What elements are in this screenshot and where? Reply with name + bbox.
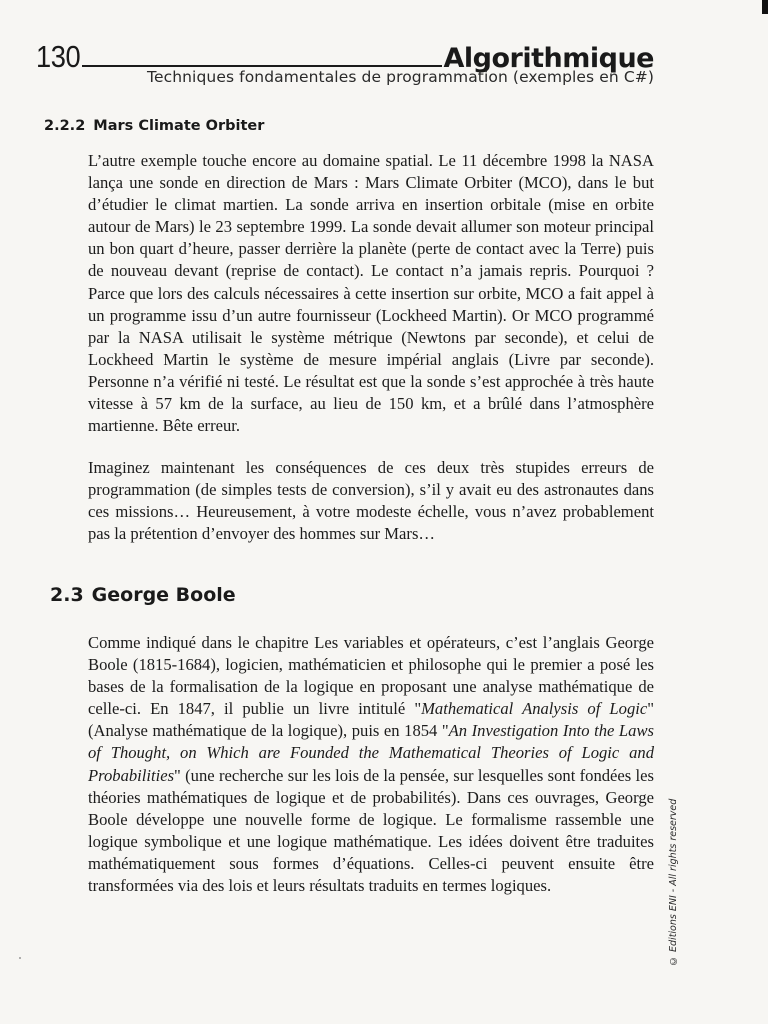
book-title: Algorithmique: [443, 43, 654, 74]
paragraph-george-boole: [88, 632, 654, 897]
book-title-mathematical-analysis: Mathematical Analysis of Logic: [421, 699, 648, 719]
subsection-heading: [44, 118, 264, 134]
header-rule: [82, 65, 441, 67]
section-title: George Boole: [91, 584, 236, 606]
running-header: [36, 30, 654, 72]
subsection-title: Mars Climate Orbiter: [93, 118, 265, 134]
book-title-laws-of-thought: An Investigation Into the Laws of Thought, on Which are Founded the Mathematical Theories of Logic and Probabilities: [88, 721, 654, 785]
paragraph-mars-climate-orbiter: L’autre exemple touche encore au domaine spatial. Le 11 décembre 1998 la NASA lança une sonde en direction de Mars : Mars Climate Orbiter (MCO), dans le but d’étudier le climat martien. La sonde arriva en insertion orbitale (mise en orbite autour de Mars) le 23 septembre 1999. La sonde devait allumer son moteur principal un bon quart d’heure, passer derrière la planète (perte de contact avec la Terre) puis de nouveau devant (reprise de contact). Le contact n’a jamais repris. Pourquoi ? Parce que lors des calculs nécessaires à cette insertion sur orbite, MCO a fait appel à un programme issu d’un autre fournisseur (Lockheed Martin). Or MCO programmé par la NASA utilisait le système métrique (Newtons par seconde), et celui de Lockheed Martin le système de mesure impérial anglais (Livre par seconde). Personne n’a vérifié ni testé. Le résultat est que la sonde s’est approchée à très haute vitesse à 57 km de la surface, au lieu de 150 km, et a brûlé dans l’atmosphère martienne. Bête erreur.: [88, 151, 654, 436]
page-number: 130: [36, 39, 81, 74]
subsection-number: 2.2.2: [44, 118, 86, 134]
boole-text-part-1: Comme indiqué dans le chapitre Les variables et opérateurs, c’est l’anglais George Boole (1815-1684), logicien, mathématicien et philosophe qui le premier a posé les bases de la formalisation de la logique en proposant une analyse mathématique de celle-ci. En 1847, il publie un livre intitulé ": [88, 633, 654, 719]
paragraph-consequences: Imaginez maintenant les conséquences de ces deux très stupides erreurs de programmation (de simples tests de conversion), s’il y avait eu des astronautes dans ces missions… Heureusement, à votre modeste échelle, vous n’avez probablement pas la prétention d’envoyer des hommes sur Mars…: [88, 458, 654, 544]
scan-edge-mark: [762, 0, 768, 14]
section-heading: [50, 584, 236, 606]
boole-text-part-2: " (Analyse mathématique de la logique), puis en 1854 ": [88, 699, 655, 741]
boole-text-part-3: " (une recherche sur les lois de la pensée, sur lesquelles sont fondées les théories mathématiques de logique et de probabilités). Dans ces ouvrages, George Boole développe une nouvelle forme de logique. Le formalisme rassemble une logique symbolique et une logique mathématique. Les idées doivent être traduites mathématiquement sous formes d’équations. Celles-ci peuvent ensuite être transformées via des lois et leurs résultats traduits en termes logiques.: [88, 765, 654, 896]
scan-speck: [19, 957, 21, 959]
section-number: 2.3: [50, 584, 84, 606]
copyright-notice: © Editions ENI - All rights reserved: [668, 798, 679, 966]
book-subtitle: Techniques fondamentales de programmation (exemples en C#): [147, 68, 654, 86]
